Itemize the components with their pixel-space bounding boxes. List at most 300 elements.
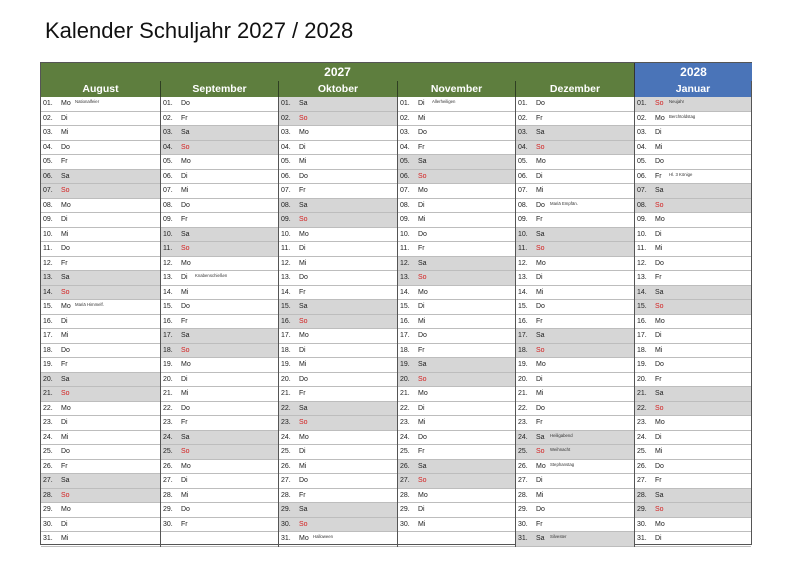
weekday-label: Fr (299, 390, 306, 397)
day-row (279, 155, 397, 170)
day-row (161, 184, 278, 199)
day-row (516, 358, 634, 373)
day-number: 18. (518, 346, 528, 354)
day-row (161, 228, 278, 243)
month-header-november: November (397, 81, 515, 97)
day-number: 11. (637, 245, 647, 252)
day-number: 15. (400, 303, 410, 310)
day-row (516, 402, 634, 417)
day-row (279, 242, 397, 257)
day-row (398, 126, 515, 141)
day-number: 05. (281, 158, 291, 165)
weekday-label: Fr (61, 259, 68, 267)
weekday-label: So (536, 245, 545, 252)
day-number: 03. (43, 129, 53, 136)
day-number: 09. (281, 216, 291, 223)
month-header-august: August (41, 81, 160, 97)
weekday-label: So (418, 477, 427, 484)
day-row (279, 416, 397, 431)
weekday-label: Fr (299, 187, 306, 194)
day-number: 13. (400, 274, 410, 281)
day-row (516, 112, 634, 127)
weekday-label: Mi (418, 114, 426, 122)
day-row (398, 141, 515, 156)
day-number: 10. (400, 230, 410, 238)
weekday-label: Mi (61, 433, 69, 441)
day-number: 12. (637, 259, 647, 267)
weekday-label: Di (299, 448, 306, 455)
holiday-label: Nationalfeier (75, 99, 100, 104)
day-number: 24. (43, 433, 53, 441)
day-number: 07. (518, 187, 528, 194)
weekday-label: So (299, 520, 308, 528)
day-number: 31. (43, 535, 53, 542)
weekday-label: Fr (655, 477, 662, 484)
day-number: 06. (163, 172, 173, 180)
calendar-grid (40, 62, 752, 545)
day-number: 16. (281, 317, 291, 325)
day-row (398, 416, 515, 431)
day-row (398, 199, 515, 214)
day-row (635, 271, 751, 286)
day-number: 04. (518, 143, 528, 151)
day-row (279, 199, 397, 214)
weekday-label: Do (61, 346, 70, 354)
day-row (635, 387, 751, 402)
day-row (398, 358, 515, 373)
weekday-label: Do (299, 274, 308, 281)
day-row (516, 503, 634, 518)
day-row (161, 402, 278, 417)
day-row (41, 489, 160, 504)
day-number: 28. (43, 491, 53, 499)
day-number: 12. (43, 259, 53, 267)
weekday-label: Do (61, 448, 70, 455)
weekday-label: Mi (299, 462, 307, 470)
day-number: 23. (518, 419, 528, 426)
weekday-label: Sa (181, 230, 190, 238)
day-number: 05. (637, 158, 647, 165)
weekday-label: Fr (536, 216, 543, 223)
day-row (635, 489, 751, 504)
day-number: 16. (163, 317, 173, 325)
day-number: 27. (163, 477, 173, 484)
weekday-label: Fr (61, 462, 68, 470)
weekday-label: Do (536, 201, 545, 209)
holiday-label: Stephanstag (550, 461, 575, 467)
day-row (161, 518, 278, 533)
day-row (398, 329, 515, 344)
weekday-label: Do (536, 404, 545, 412)
weekday-label: Sa (61, 172, 70, 180)
day-row (41, 300, 160, 315)
day-row (516, 126, 634, 141)
month-column-september (160, 97, 278, 547)
day-number: 29. (43, 506, 53, 513)
weekday-label: Mo (655, 520, 665, 528)
weekday-label: So (655, 404, 664, 412)
day-row (41, 257, 160, 272)
day-row (516, 489, 634, 504)
day-row (516, 300, 634, 315)
weekday-label: Sa (299, 404, 308, 412)
day-row (516, 155, 634, 170)
day-row (279, 228, 397, 243)
day-row (398, 431, 515, 446)
weekday-label: Do (299, 477, 308, 484)
weekday-label: Do (418, 129, 427, 136)
day-row (516, 141, 634, 156)
day-number: 01. (163, 100, 173, 107)
day-number: 23. (163, 419, 173, 426)
weekday-label: So (655, 201, 664, 209)
day-number: 29. (400, 506, 410, 513)
weekday-label: Do (181, 201, 190, 209)
weekday-label: Di (418, 404, 425, 412)
day-number: 23. (281, 419, 291, 426)
day-number: 10. (637, 230, 647, 238)
day-number: 27. (518, 477, 528, 484)
day-number: 22. (43, 404, 53, 412)
day-row (279, 503, 397, 518)
day-number: 22. (163, 404, 173, 412)
holiday-label: Neujahr (669, 99, 685, 104)
day-number: 09. (400, 216, 410, 223)
weekday-label: Do (181, 100, 190, 107)
weekday-label: Mi (655, 143, 663, 151)
day-row (398, 228, 515, 243)
day-row (161, 112, 278, 127)
day-number: 18. (637, 346, 647, 354)
day-row (635, 358, 751, 373)
day-number: 07. (400, 187, 410, 194)
weekday-label: Do (299, 172, 308, 180)
day-number: 12. (163, 259, 173, 267)
day-row (516, 286, 634, 301)
day-number: 01. (400, 100, 410, 107)
day-number: 17. (518, 332, 528, 339)
weekday-label: Fr (181, 419, 188, 426)
weekday-label: Sa (536, 535, 545, 542)
day-number: 08. (281, 201, 291, 209)
day-row (41, 315, 160, 330)
day-number: 01. (43, 100, 53, 107)
day-number: 13. (43, 274, 53, 281)
day-row (398, 257, 515, 272)
day-row (398, 489, 515, 504)
weekday-label: Sa (61, 274, 70, 281)
day-row (516, 315, 634, 330)
day-row (398, 271, 515, 286)
day-row (41, 358, 160, 373)
day-row (635, 242, 751, 257)
day-row (398, 344, 515, 359)
day-row (279, 184, 397, 199)
day-number: 16. (400, 317, 410, 325)
day-number: 24. (163, 433, 173, 441)
day-number: 23. (400, 419, 410, 426)
day-row (161, 460, 278, 475)
month-column-november (397, 97, 515, 547)
day-number: 27. (400, 477, 410, 484)
weekday-label: Di (299, 346, 306, 354)
weekday-label: Do (655, 259, 664, 267)
day-number: 21. (637, 390, 647, 397)
day-row (279, 315, 397, 330)
day-number: 03. (518, 129, 528, 136)
weekday-label: Fr (418, 245, 425, 252)
weekday-label: So (655, 100, 664, 107)
day-number: 06. (637, 172, 647, 180)
weekday-label: Mi (655, 346, 663, 354)
weekday-label: Fr (181, 520, 188, 528)
day-row (635, 184, 751, 199)
weekday-label: So (299, 317, 308, 325)
day-row (161, 358, 278, 373)
weekday-label: Fr (536, 520, 543, 528)
day-row (398, 97, 515, 112)
weekday-label: Mi (61, 129, 69, 136)
day-row (516, 213, 634, 228)
day-row (635, 315, 751, 330)
day-row (279, 97, 397, 112)
weekday-label: So (299, 114, 308, 122)
page-title: Kalender Schuljahr 2027 / 2028 (45, 18, 354, 43)
day-number: 19. (163, 361, 173, 368)
day-number: 08. (163, 201, 173, 209)
weekday-label: Mi (418, 216, 426, 223)
day-number: 06. (518, 172, 528, 180)
weekday-label: Mo (299, 332, 309, 339)
day-row (161, 271, 278, 286)
day-row (41, 402, 160, 417)
day-number: 25. (518, 448, 528, 455)
day-number: 02. (281, 114, 291, 122)
holiday-label: Berchtoldstag (669, 113, 696, 119)
day-number: 30. (43, 520, 53, 528)
weekday-label: Do (181, 506, 190, 513)
day-row (516, 387, 634, 402)
day-number: 08. (43, 201, 53, 209)
day-row (41, 518, 160, 533)
weekday-label: Mi (61, 230, 69, 238)
day-number: 12. (518, 259, 528, 267)
day-number: 01. (518, 100, 528, 107)
day-row (161, 329, 278, 344)
day-row (161, 141, 278, 156)
day-number: 05. (400, 158, 410, 165)
day-row (398, 387, 515, 402)
day-row (161, 416, 278, 431)
weekday-label: Di (418, 506, 425, 513)
day-number: 12. (400, 259, 410, 267)
day-number: 06. (400, 172, 410, 180)
weekday-label: Di (418, 201, 425, 209)
weekday-label: Sa (655, 187, 664, 194)
month-header-september: September (160, 81, 278, 97)
weekday-label: Mo (61, 506, 71, 513)
weekday-label: Mo (299, 230, 309, 238)
day-row (398, 286, 515, 301)
day-row (398, 300, 515, 315)
day-row (635, 126, 751, 141)
weekday-label: Di (181, 375, 188, 383)
day-number: 02. (400, 114, 410, 122)
weekday-label: Mo (418, 491, 428, 499)
day-row (41, 112, 160, 127)
day-row (161, 532, 278, 547)
day-number: 25. (637, 448, 647, 455)
year-header-2027: 2027 (41, 63, 634, 81)
day-number: 28. (163, 491, 173, 499)
day-row (41, 271, 160, 286)
day-row (41, 445, 160, 460)
weekday-label: So (536, 448, 545, 455)
weekday-label: Mi (299, 259, 307, 267)
weekday-label: So (61, 390, 70, 397)
weekday-label: Do (536, 303, 545, 310)
day-number: 29. (281, 506, 291, 513)
weekday-label: So (299, 419, 308, 426)
day-row (635, 170, 751, 185)
day-number: 18. (400, 346, 410, 354)
day-row (516, 518, 634, 533)
day-number: 17. (637, 332, 647, 339)
weekday-label: Mo (418, 187, 428, 194)
day-number: 14. (637, 288, 647, 296)
day-row (635, 503, 751, 518)
weekday-label: Mo (181, 259, 191, 267)
day-row (516, 431, 634, 446)
day-row (161, 489, 278, 504)
weekday-label: Mo (181, 462, 191, 470)
day-row (279, 402, 397, 417)
day-number: 07. (281, 187, 291, 194)
day-row (161, 170, 278, 185)
day-number: 11. (518, 245, 528, 252)
day-number: 30. (518, 520, 528, 528)
day-row (279, 344, 397, 359)
day-number: 04. (637, 143, 647, 151)
day-number: 09. (163, 216, 173, 223)
weekday-label: Mi (299, 158, 307, 165)
day-number: 29. (518, 506, 528, 513)
day-row (41, 213, 160, 228)
day-number: 14. (281, 288, 291, 296)
day-number: 08. (637, 201, 647, 209)
day-number: 21. (281, 390, 291, 397)
day-row (516, 184, 634, 199)
day-row (516, 271, 634, 286)
weekday-label: So (181, 346, 190, 354)
weekday-label: Mo (61, 404, 71, 412)
day-number: 25. (163, 448, 173, 455)
weekday-label: So (61, 491, 70, 499)
day-row (161, 431, 278, 446)
day-number: 28. (518, 491, 528, 499)
day-number: 30. (163, 520, 173, 528)
day-row (279, 300, 397, 315)
weekday-label: Sa (536, 129, 545, 136)
day-row (41, 532, 160, 547)
day-number: 21. (163, 390, 173, 397)
holiday-label: Silvester (550, 534, 567, 539)
weekday-label: So (61, 288, 70, 296)
day-row (516, 257, 634, 272)
weekday-label: Fr (536, 317, 543, 325)
day-number: 13. (163, 274, 173, 281)
day-number: 04. (281, 143, 291, 151)
day-number: 20. (43, 375, 53, 383)
day-row (398, 213, 515, 228)
weekday-label: Di (536, 477, 543, 484)
day-row (398, 112, 515, 127)
day-number: 26. (281, 462, 291, 470)
day-row (41, 199, 160, 214)
day-number: 08. (518, 201, 528, 209)
weekday-label: Mo (655, 419, 665, 426)
weekday-label: Do (536, 100, 545, 107)
day-number: 19. (518, 361, 528, 368)
day-row (635, 199, 751, 214)
day-number: 05. (163, 158, 173, 165)
day-row (161, 286, 278, 301)
weekday-label: Sa (418, 158, 427, 165)
day-number: 13. (281, 274, 291, 281)
weekday-label: Sa (299, 100, 308, 107)
day-number: 05. (518, 158, 528, 165)
weekday-label: Mo (655, 114, 665, 122)
holiday-label: Knabenschießen (195, 273, 228, 278)
day-row (279, 445, 397, 460)
day-row (41, 474, 160, 489)
day-row (161, 373, 278, 388)
weekday-label: Di (61, 419, 68, 426)
day-row (635, 373, 751, 388)
day-row (161, 503, 278, 518)
day-number: 26. (163, 462, 173, 470)
day-row (398, 518, 515, 533)
day-number: 10. (43, 230, 53, 238)
weekday-label: Mo (181, 361, 191, 368)
day-row (161, 387, 278, 402)
weekday-label: Di (655, 230, 662, 238)
weekday-label: Fr (418, 143, 425, 151)
day-number: 21. (518, 390, 528, 397)
day-number: 25. (400, 448, 410, 455)
day-number: 18. (43, 346, 53, 354)
day-row (398, 503, 515, 518)
day-number: 09. (43, 216, 53, 223)
day-number: 21. (43, 390, 53, 397)
day-number: 31. (281, 535, 291, 542)
day-number: 30. (400, 520, 410, 528)
weekday-label: Fr (61, 361, 68, 368)
weekday-label: Di (536, 172, 543, 180)
day-row (398, 532, 515, 547)
weekday-label: Mi (181, 491, 189, 499)
day-row (41, 416, 160, 431)
weekday-label: Sa (418, 361, 427, 368)
day-row (279, 358, 397, 373)
day-row (635, 344, 751, 359)
day-row (635, 416, 751, 431)
day-number: 07. (163, 187, 173, 194)
day-row (516, 97, 634, 112)
weekday-label: Mi (181, 288, 189, 296)
weekday-label: So (181, 143, 190, 151)
day-row (161, 300, 278, 315)
